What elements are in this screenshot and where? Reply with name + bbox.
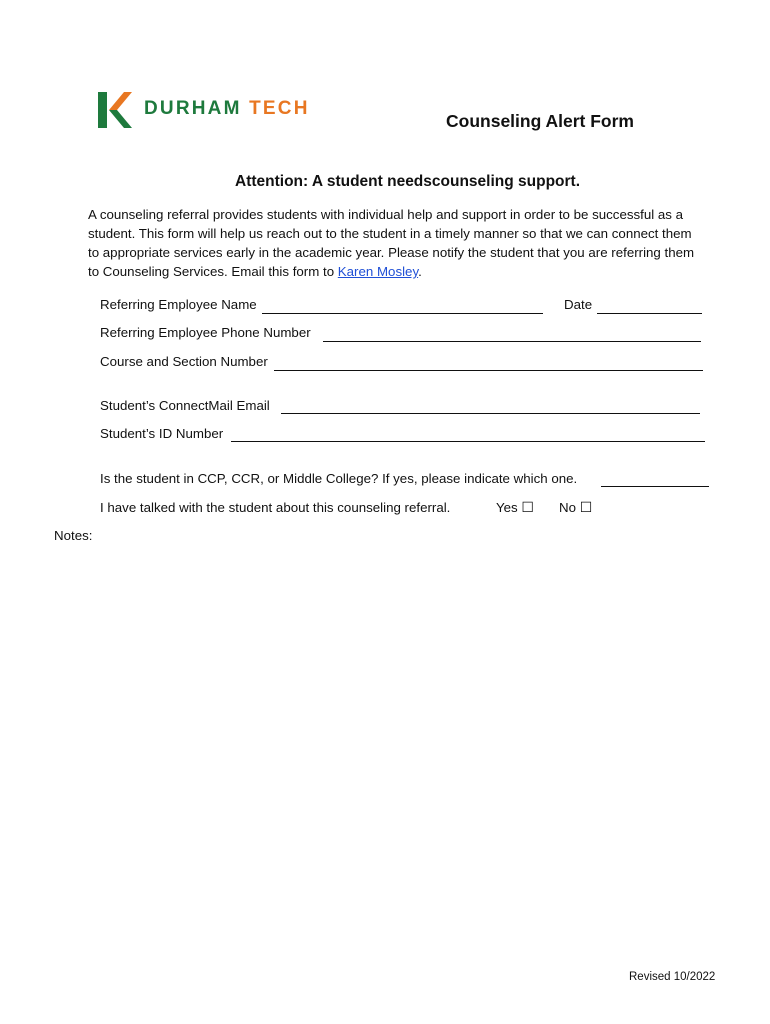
connectmail-label: Student’s ConnectMail Email: [100, 398, 270, 413]
employee-phone-label: Referring Employee Phone Number: [100, 325, 311, 340]
course-section-field[interactable]: [274, 370, 703, 371]
program-field[interactable]: [601, 486, 709, 487]
karen-mosley-link[interactable]: Karen Mosley: [337, 264, 419, 279]
form-title: Counseling Alert Form: [446, 111, 634, 131]
intro-end: .: [418, 264, 422, 279]
yes-label: Yes: [496, 500, 518, 515]
durham-tech-logo: [98, 90, 328, 130]
course-section-label: Course and Section Number: [100, 354, 268, 369]
employee-phone-field[interactable]: [323, 341, 701, 342]
logo-word-tech: TECH: [249, 98, 310, 119]
intro-text: A counseling referral provides students with individual help and support in order to be successful as a student. This form will help us reach out to the student in a timely manner so that we can connect them to appropriate services early in the academic year. Please notify the student that you are referring them to Counseling Services. Email this form to: [88, 207, 695, 279]
date-label: Date: [564, 297, 593, 312]
connectmail-field[interactable]: [281, 413, 700, 414]
talked-question-label: I have talked with the student about this counseling referral.: [100, 500, 451, 515]
notes-area[interactable]: [54, 550, 714, 950]
intro-paragraph: [88, 205, 698, 281]
student-id-field[interactable]: [231, 441, 705, 442]
logo-mark-icon: [98, 90, 134, 130]
yes-checkbox[interactable]: ☐: [521, 500, 534, 516]
revised-date: Revised 10/2022: [629, 971, 716, 983]
yes-option[interactable]: [496, 500, 534, 516]
logo-word-durham: DURHAM: [144, 98, 242, 119]
student-id-label: Student’s ID Number: [100, 426, 224, 441]
notes-label: Notes:: [54, 528, 93, 543]
date-field[interactable]: [597, 313, 702, 314]
employee-name-label: Referring Employee Name: [100, 297, 257, 312]
employee-name-field[interactable]: [262, 313, 543, 314]
attention-heading: Attention: A student needscounseling support.: [235, 173, 581, 190]
no-checkbox[interactable]: ☐: [579, 500, 593, 516]
logo-wordmark: [144, 98, 310, 120]
program-question-label: Is the student in CCP, CCR, or Middle College? If yes, please indicate which one.: [100, 471, 578, 486]
no-option[interactable]: [559, 500, 592, 516]
no-label: No: [559, 500, 576, 515]
